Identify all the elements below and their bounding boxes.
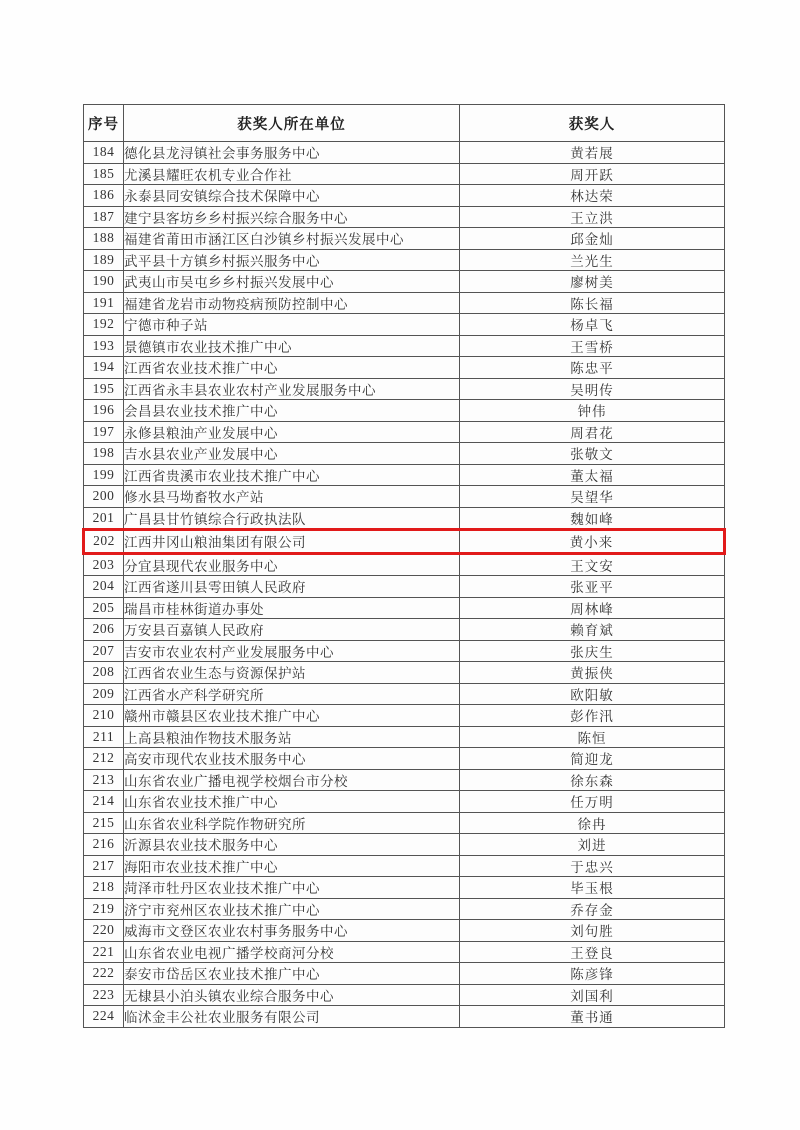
row-unit: 武平县十方镇乡村振兴服务中心	[124, 249, 460, 271]
row-unit: 宁德市种子站	[124, 314, 460, 336]
row-unit: 威海市文登区农业农村事务服务中心	[124, 920, 460, 942]
row-winner: 兰光生	[460, 249, 725, 271]
row-unit: 会昌县农业技术推广中心	[124, 400, 460, 422]
row-unit: 海阳市农业技术推广中心	[124, 855, 460, 877]
table-row	[84, 576, 725, 598]
row-winner: 张亚平	[460, 576, 725, 598]
awards-table-header	[84, 105, 725, 142]
table-row	[84, 705, 725, 727]
row-index: 219	[84, 898, 124, 920]
row-winner: 于忠兴	[460, 855, 725, 877]
row-unit: 山东省农业广播电视学校烟台市分校	[124, 769, 460, 791]
col-header-winner: 获奖人	[460, 105, 725, 142]
row-unit: 江西省遂川县雩田镇人民政府	[124, 576, 460, 598]
row-winner: 董太福	[460, 464, 725, 486]
row-unit: 江西省贵溪市农业技术推广中心	[124, 464, 460, 486]
table-row	[84, 963, 725, 985]
row-index: 192	[84, 314, 124, 336]
row-winner: 杨卓飞	[460, 314, 725, 336]
row-index: 213	[84, 769, 124, 791]
row-index: 224	[84, 1006, 124, 1028]
row-winner: 陈长福	[460, 292, 725, 314]
table-row	[84, 898, 725, 920]
table-row	[84, 1006, 725, 1028]
row-unit: 沂源县农业技术服务中心	[124, 834, 460, 856]
table-row	[84, 941, 725, 963]
table-row	[84, 421, 725, 443]
table-row	[84, 357, 725, 379]
row-winner: 黄振侠	[460, 662, 725, 684]
table-row	[84, 812, 725, 834]
row-unit: 江西省永丰县农业农村产业发展服务中心	[124, 378, 460, 400]
row-unit: 尤溪县耀旺农机专业合作社	[124, 163, 460, 185]
row-unit: 永修县粮油产业发展中心	[124, 421, 460, 443]
row-index: 221	[84, 941, 124, 963]
table-row	[84, 507, 725, 530]
table-row	[84, 292, 725, 314]
table-row	[84, 748, 725, 770]
table-row	[84, 619, 725, 641]
row-winner: 吴明传	[460, 378, 725, 400]
row-index: 189	[84, 249, 124, 271]
row-index: 205	[84, 597, 124, 619]
table-row	[84, 877, 725, 899]
row-index: 191	[84, 292, 124, 314]
table-row	[84, 486, 725, 508]
row-winner: 刘句胜	[460, 920, 725, 942]
row-index: 196	[84, 400, 124, 422]
awards-table-body	[84, 142, 725, 1028]
table-row	[84, 249, 725, 271]
row-unit: 菏泽市牡丹区农业技术推广中心	[124, 877, 460, 899]
row-unit: 江西省水产科学研究所	[124, 683, 460, 705]
row-unit: 无棣县小泊头镇农业综合服务中心	[124, 984, 460, 1006]
row-index: 185	[84, 163, 124, 185]
row-index: 187	[84, 206, 124, 228]
row-index: 217	[84, 855, 124, 877]
row-winner: 林达荣	[460, 185, 725, 207]
row-winner: 毕玉根	[460, 877, 725, 899]
row-winner: 徐东森	[460, 769, 725, 791]
row-winner: 吴望华	[460, 486, 725, 508]
table-row	[84, 553, 725, 576]
row-index: 208	[84, 662, 124, 684]
table-row	[84, 662, 725, 684]
row-unit: 吉安市农业农村产业发展服务中心	[124, 640, 460, 662]
row-winner: 陈彦锋	[460, 963, 725, 985]
row-winner: 彭作汛	[460, 705, 725, 727]
row-index: 201	[84, 507, 124, 530]
row-unit: 广昌县甘竹镇综合行政执法队	[124, 507, 460, 530]
row-index: 222	[84, 963, 124, 985]
table-row	[84, 464, 725, 486]
row-index: 216	[84, 834, 124, 856]
row-winner: 王雪桥	[460, 335, 725, 357]
row-unit: 建宁县客坊乡乡村振兴综合服务中心	[124, 206, 460, 228]
row-winner: 张敬文	[460, 443, 725, 465]
row-index: 207	[84, 640, 124, 662]
row-unit: 福建省莆田市涵江区白沙镇乡村振兴发展中心	[124, 228, 460, 250]
row-winner: 周开跃	[460, 163, 725, 185]
row-index: 209	[84, 683, 124, 705]
table-row	[84, 640, 725, 662]
row-unit: 瑞昌市桂林街道办事处	[124, 597, 460, 619]
table-row	[84, 142, 725, 164]
row-winner: 张庆生	[460, 640, 725, 662]
row-unit: 分宜县现代农业服务中心	[124, 553, 460, 576]
table-row	[84, 855, 725, 877]
row-unit: 赣州市赣县区农业技术推广中心	[124, 705, 460, 727]
table-row	[84, 443, 725, 465]
row-winner: 王登良	[460, 941, 725, 963]
row-unit: 武夷山市吴屯乡乡村振兴发展中心	[124, 271, 460, 293]
table-row	[84, 769, 725, 791]
row-winner: 简迎龙	[460, 748, 725, 770]
table-row	[84, 378, 725, 400]
row-index: 214	[84, 791, 124, 813]
row-index: 212	[84, 748, 124, 770]
row-index: 186	[84, 185, 124, 207]
table-row	[84, 791, 725, 813]
row-index: 188	[84, 228, 124, 250]
row-unit: 修水县马坳畜牧水产站	[124, 486, 460, 508]
row-winner: 周林峰	[460, 597, 725, 619]
col-header-unit: 获奖人所在单位	[124, 105, 460, 142]
table-row	[84, 530, 725, 554]
row-unit: 泰安市岱岳区农业技术推广中心	[124, 963, 460, 985]
row-unit: 高安市现代农业技术服务中心	[124, 748, 460, 770]
row-winner: 董书通	[460, 1006, 725, 1028]
row-winner: 徐冉	[460, 812, 725, 834]
row-index: 223	[84, 984, 124, 1006]
row-index: 190	[84, 271, 124, 293]
row-index: 200	[84, 486, 124, 508]
row-unit: 永泰县同安镇综合技术保障中心	[124, 185, 460, 207]
table-row	[84, 920, 725, 942]
row-winner: 黄小来	[460, 530, 725, 554]
table-row	[84, 335, 725, 357]
row-unit: 吉水县农业产业发展中心	[124, 443, 460, 465]
row-index: 197	[84, 421, 124, 443]
row-index: 203	[84, 553, 124, 576]
row-unit: 江西省农业生态与资源保护站	[124, 662, 460, 684]
row-unit: 济宁市兖州区农业技术推广中心	[124, 898, 460, 920]
row-unit: 山东省农业电视广播学校商河分校	[124, 941, 460, 963]
row-index: 202	[84, 530, 124, 554]
row-index: 199	[84, 464, 124, 486]
row-winner: 王文安	[460, 553, 725, 576]
row-winner: 黄若展	[460, 142, 725, 164]
table-row	[84, 400, 725, 422]
table-row	[84, 984, 725, 1006]
row-unit: 山东省农业技术推广中心	[124, 791, 460, 813]
row-index: 211	[84, 726, 124, 748]
row-winner: 王立洪	[460, 206, 725, 228]
header-row	[84, 105, 725, 142]
awards-table-container	[82, 104, 723, 1028]
row-winner: 刘国利	[460, 984, 725, 1006]
row-winner: 刘进	[460, 834, 725, 856]
row-unit: 德化县龙浔镇社会事务服务中心	[124, 142, 460, 164]
row-unit: 临沭金丰公社农业服务有限公司	[124, 1006, 460, 1028]
row-index: 206	[84, 619, 124, 641]
table-row	[84, 683, 725, 705]
row-winner: 乔存金	[460, 898, 725, 920]
col-header-index: 序号	[84, 105, 124, 142]
table-row	[84, 206, 725, 228]
row-unit: 上高县粮油作物技术服务站	[124, 726, 460, 748]
row-index: 198	[84, 443, 124, 465]
row-unit: 山东省农业科学院作物研究所	[124, 812, 460, 834]
row-index: 204	[84, 576, 124, 598]
row-winner: 欧阳敏	[460, 683, 725, 705]
row-winner: 陈恒	[460, 726, 725, 748]
table-row	[84, 185, 725, 207]
row-winner: 邱金灿	[460, 228, 725, 250]
row-index: 195	[84, 378, 124, 400]
table-row	[84, 726, 725, 748]
row-winner: 任万明	[460, 791, 725, 813]
table-row	[84, 597, 725, 619]
table-row	[84, 314, 725, 336]
row-winner: 魏如峰	[460, 507, 725, 530]
table-row	[84, 163, 725, 185]
table-row	[84, 834, 725, 856]
row-winner: 周君花	[460, 421, 725, 443]
row-winner: 钟伟	[460, 400, 725, 422]
row-index: 210	[84, 705, 124, 727]
row-unit: 江西省农业技术推广中心	[124, 357, 460, 379]
row-winner: 赖育斌	[460, 619, 725, 641]
row-winner: 廖树美	[460, 271, 725, 293]
row-index: 220	[84, 920, 124, 942]
row-winner: 陈忠平	[460, 357, 725, 379]
row-unit: 福建省龙岩市动物疫病预防控制中心	[124, 292, 460, 314]
table-row	[84, 228, 725, 250]
row-unit: 江西井冈山粮油集团有限公司	[124, 530, 460, 554]
table-row	[84, 271, 725, 293]
row-index: 215	[84, 812, 124, 834]
row-index: 194	[84, 357, 124, 379]
row-index: 218	[84, 877, 124, 899]
awards-table	[82, 104, 726, 1028]
row-unit: 万安县百嘉镇人民政府	[124, 619, 460, 641]
row-index: 184	[84, 142, 124, 164]
row-unit: 景德镇市农业技术推广中心	[124, 335, 460, 357]
row-index: 193	[84, 335, 124, 357]
